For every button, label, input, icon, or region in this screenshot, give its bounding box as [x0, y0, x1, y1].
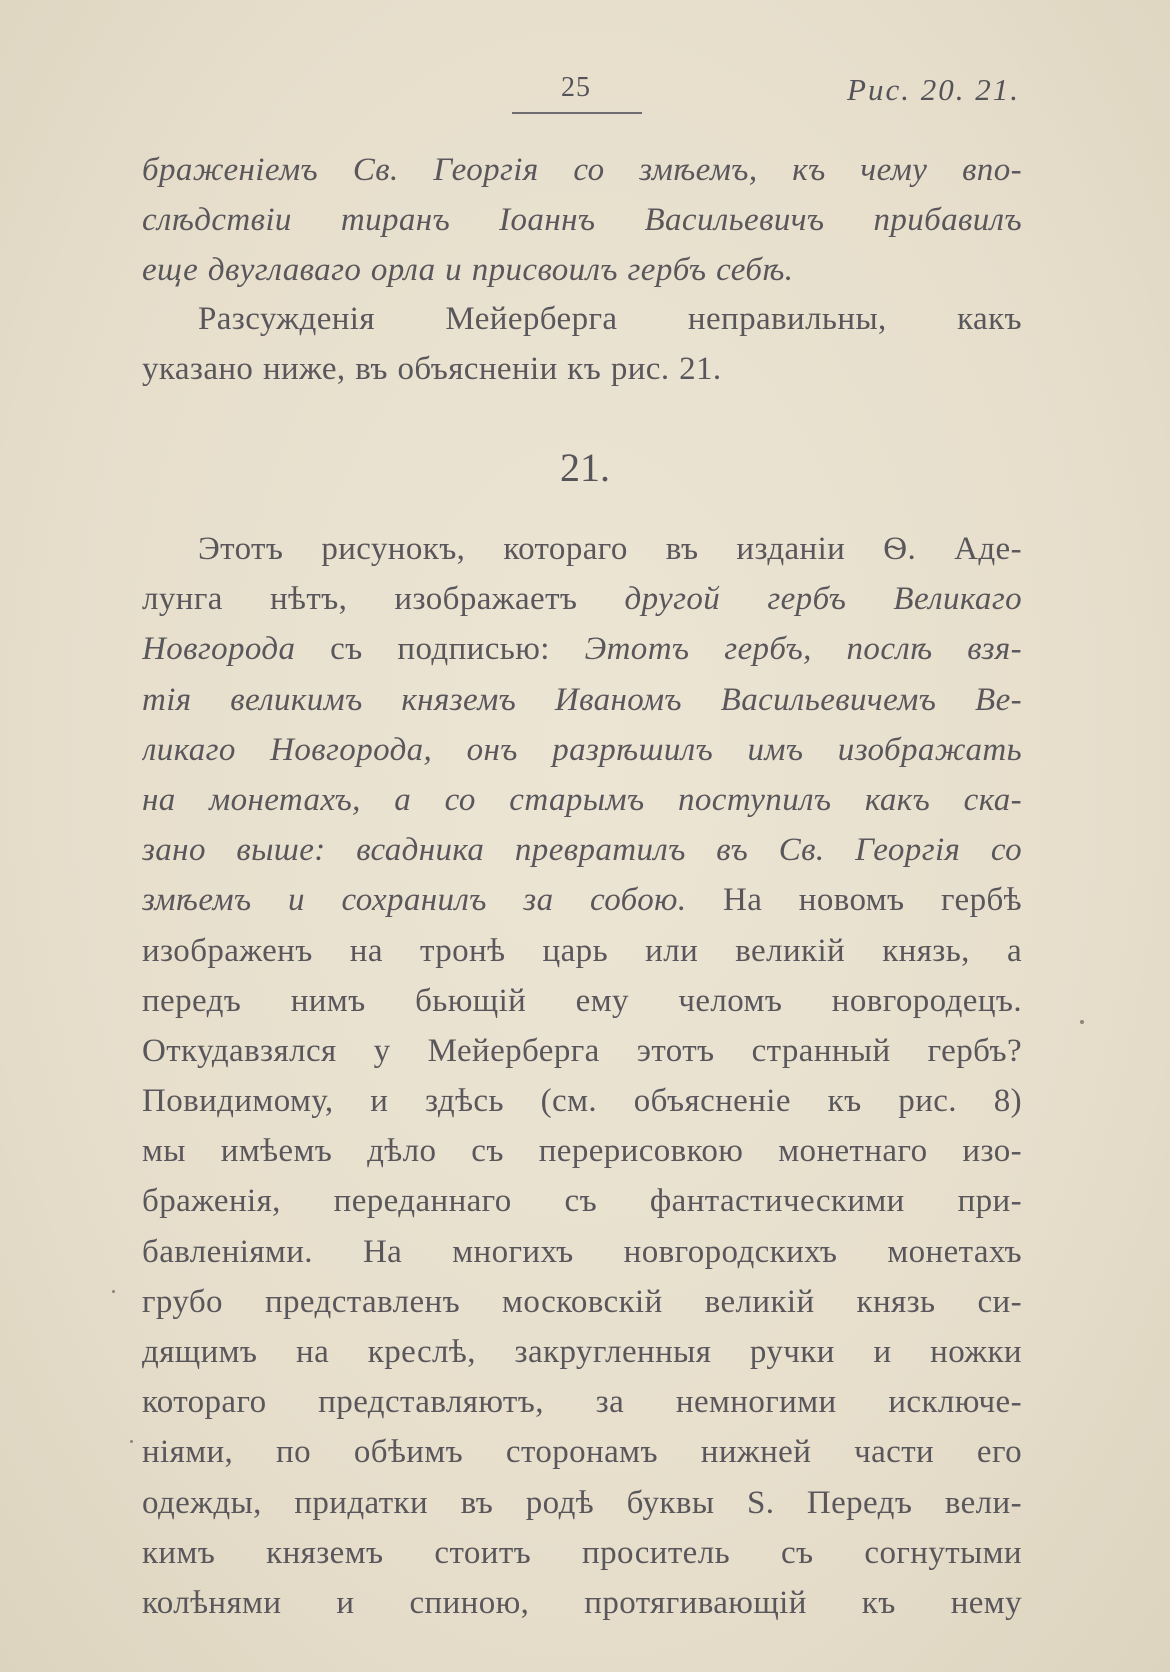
text-line: Откудавзялся у Мейерберга этотъ странный гербъ? — [142, 1032, 1022, 1069]
text-line: еще двуглаваго орла и присвоилъ гербъ себѣ. — [142, 252, 794, 289]
section-number: 21. — [560, 445, 610, 490]
paragraph-meyerberg-note — [142, 294, 1022, 394]
italic-span: змѣемъ и сохранилъ за собою. — [142, 882, 687, 919]
text-line: на монетахъ, а со старымъ поступилъ какъ ска- — [142, 781, 1022, 818]
paper-speck — [1080, 1020, 1084, 1024]
text-span: Этотъ рисунокъ, котораго въ изданіи Ѳ. Аде- — [198, 531, 1022, 567]
paragraph-continuation — [142, 145, 1022, 296]
text-line: ніями, по обѣимъ сторонамъ нижней части его — [142, 1434, 1022, 1471]
text-line: изображенъ на тронѣ царь или великій князь, а — [142, 932, 1022, 969]
text-line: мы имѣемъ дѣло съ перерисовкою монетнаго изо- — [142, 1133, 1022, 1170]
text-line — [142, 574, 1022, 624]
text-line — [142, 524, 1022, 574]
text-line: слѣдствіи тиранъ Іоаннъ Васильевичъ прибавилъ — [142, 202, 1022, 239]
text-line: зано выше: всадника превратилъ въ Св. Георгія со — [142, 832, 1022, 869]
page-number: 25 — [561, 72, 591, 103]
text-span: лунга нѣтъ, изображаетъ — [142, 581, 625, 618]
italic-span: другой гербъ Великаго — [624, 581, 1022, 618]
text-span: Разсужденія Мейерберга неправильны, какъ — [198, 301, 1022, 337]
italic-span: Новгорода — [142, 631, 296, 668]
text-line: браженія, переданнаго съ фантастическими при- — [142, 1183, 1022, 1220]
running-head: Рис. 20. 21. — [847, 72, 1020, 107]
paragraph-section-21 — [142, 524, 1022, 1628]
text-line: ликаго Новгорода, онъ разрѣшилъ имъ изображать — [142, 731, 1022, 768]
page-number-rule — [512, 112, 642, 114]
text-line — [142, 875, 1022, 925]
italic-span: Этотъ гербъ, послѣ взя- — [584, 631, 1022, 668]
text-line: передъ нимъ бьющій ему челомъ новгородецъ. — [142, 982, 1022, 1019]
text-line: кимъ княземъ стоитъ проситель съ согнутыми — [142, 1534, 1022, 1571]
text-line: котораго представляютъ, за немногими исключе- — [142, 1384, 1022, 1421]
text-line: тія великимъ княземъ Иваномъ Васильевичемъ Ве- — [142, 681, 1022, 718]
text-line: Повидимому, и здѣсь (см. объясненіе къ рис. 8) — [142, 1083, 1022, 1120]
text-line — [142, 294, 1022, 344]
text-line: указано ниже, въ объясненіи къ рис. 21. — [142, 351, 722, 388]
text-line: бавленіями. На многихъ новгородскихъ монетахъ — [142, 1233, 1022, 1270]
text-line — [142, 624, 1022, 674]
text-line: одежды, придатки въ родѣ буквы S. Передъ вели- — [142, 1484, 1022, 1521]
paper-speck — [112, 1290, 115, 1293]
text-span: съ подписью: — [295, 631, 585, 668]
text-line: дящимъ на креслѣ, закругленныя ручки и ножки — [142, 1334, 1022, 1370]
page-header — [0, 72, 1170, 116]
text-line: колѣнями и спиною, протягивающій къ нему — [142, 1584, 1022, 1621]
text-line: браженіемъ Св. Георгія со змѣемъ, къ чему впо- — [142, 152, 1022, 188]
paper-speck — [130, 1440, 133, 1443]
text-span: На новомъ гербѣ — [686, 882, 1022, 919]
text-line: грубо представленъ московскій великій князь си- — [142, 1283, 1022, 1320]
